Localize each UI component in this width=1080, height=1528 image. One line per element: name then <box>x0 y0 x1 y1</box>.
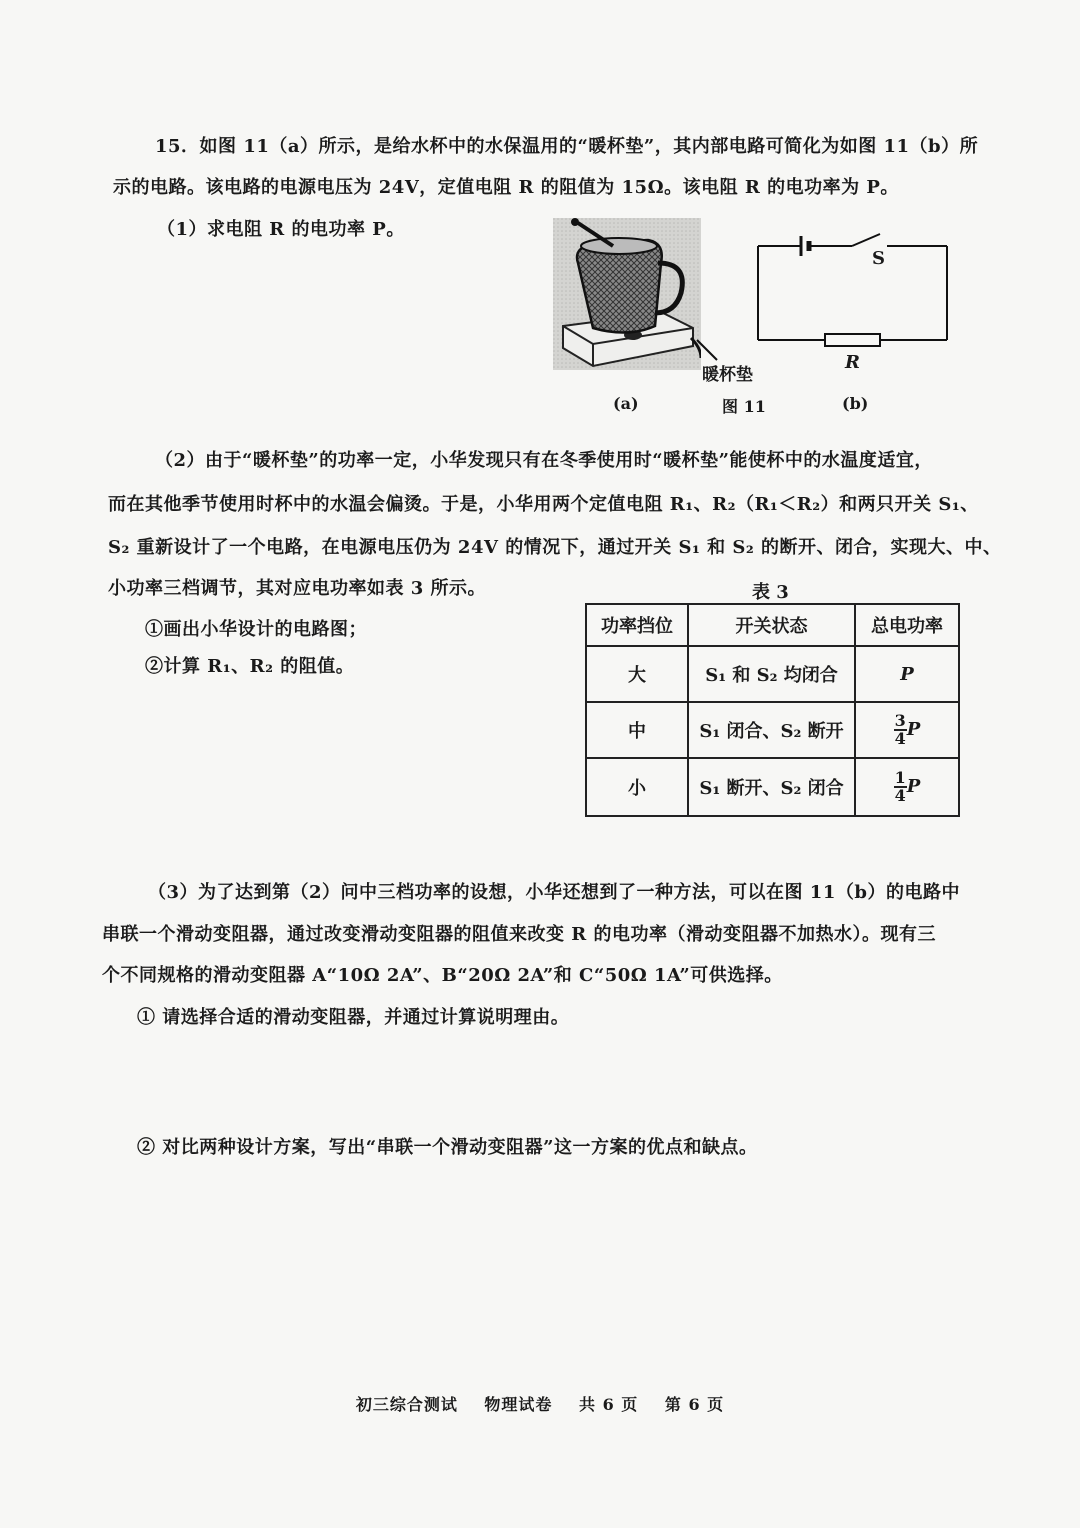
fraction-numerator: 3 <box>894 711 906 730</box>
question-line-1: 15．如图 11（a）所示，是给水杯中的水保温用的“暖杯垫”，其内部电路可简化为如图 11（b）所 <box>155 136 979 157</box>
power-variable: P <box>906 776 921 797</box>
fraction <box>894 713 907 747</box>
table-row <box>586 758 959 816</box>
part1-text: （1）求电阻 R 的电功率 P。 <box>157 219 405 240</box>
cell-level: 大 <box>586 646 688 702</box>
switch-label: S <box>872 248 885 269</box>
fraction-denominator: 4 <box>894 729 906 748</box>
cell-power <box>855 702 959 758</box>
fraction-denominator: 4 <box>894 786 906 805</box>
cell-state: S₁ 闭合、S₂ 断开 <box>688 702 855 758</box>
table-title: 表 3 <box>752 582 789 603</box>
header-level: 功率挡位 <box>586 604 688 646</box>
part3-line-3: 个不同规格的滑动变阻器 A“10Ω 2A”、B“20Ω 2A”和 C“50Ω 1A”可供选择。 <box>102 965 783 986</box>
table-header-row <box>586 604 959 646</box>
power-variable: P <box>906 719 921 740</box>
footer-subject: 物理试卷 <box>484 1395 553 1414</box>
header-power: 总电功率 <box>855 604 959 646</box>
part2-line-3: S₂ 重新设计了一个电路，在电源电压仍为 24V 的情况下，通过开关 S₁ 和 S₂ 的断开、闭合，实现大、中、 <box>108 537 1002 558</box>
cell-level: 小 <box>586 758 688 816</box>
footer-page: 第 6 页 <box>664 1395 725 1414</box>
table-row <box>586 702 959 758</box>
part3-line-1: （3）为了达到第（2）问中三档功率的设想，小华还想到了一种方法，可以在图 11（b）的电路中 <box>148 882 960 903</box>
part3-line-2: 串联一个滑动变阻器，通过改变滑动变阻器的阻值来改变 R 的电功率（滑动变阻器不加热水）。现有三 <box>102 924 936 945</box>
part2-line-2: 而在其他季节使用时杯中的水温会偏烫。于是，小华用两个定值电阻 R₁、R₂（R₁＜R₂）和两只开关 S₁、 <box>108 494 979 515</box>
cell-power: P <box>855 646 959 702</box>
part3-sub-2: ② 对比两种设计方案，写出“串联一个滑动变阻器”这一方案的优点和缺点。 <box>137 1137 758 1158</box>
cell-state: S₁ 断开、S₂ 闭合 <box>688 758 855 816</box>
pad-label: 暖杯垫 <box>702 365 753 385</box>
fraction-numerator: 1 <box>894 768 906 787</box>
footer-exam: 初三综合测试 <box>355 1395 458 1414</box>
part2-line-1: （2）由于“暖杯垫”的功率一定，小华发现只有在冬季使用时“暖杯垫”能使杯中的水温度适宜， <box>155 450 933 471</box>
fraction <box>894 770 907 804</box>
part3-sub-1: ① 请选择合适的滑动变阻器，并通过计算说明理由。 <box>137 1007 570 1028</box>
table-row <box>586 646 959 702</box>
part2-sub-2: ②计算 R₁、R₂ 的阻值。 <box>145 656 355 677</box>
figure-title: 图 11 <box>722 397 766 416</box>
cell-state: S₁ 和 S₂ 均闭合 <box>688 646 855 702</box>
header-state: 开关状态 <box>688 604 855 646</box>
warming-pad-illustration <box>553 218 701 370</box>
cell-power <box>855 758 959 816</box>
question-line-2: 示的电路。该电路的电源电压为 24V，定值电阻 R 的阻值为 15Ω。该电阻 R 的电功率为 P。 <box>113 177 899 198</box>
power-table <box>585 603 960 817</box>
cell-level: 中 <box>586 702 688 758</box>
circuit-diagram <box>752 230 952 350</box>
footer-total: 共 6 页 <box>579 1395 639 1414</box>
resistor-label: R <box>845 352 860 373</box>
page-footer <box>0 1392 1080 1415</box>
part2-sub-1: ①画出小华设计的电路图； <box>145 619 367 640</box>
part2-line-4: 小功率三档调节，其对应电功率如表 3 所示。 <box>108 578 487 599</box>
figure-b-label: (b) <box>842 394 869 413</box>
figure-a-label: (a) <box>613 394 639 413</box>
